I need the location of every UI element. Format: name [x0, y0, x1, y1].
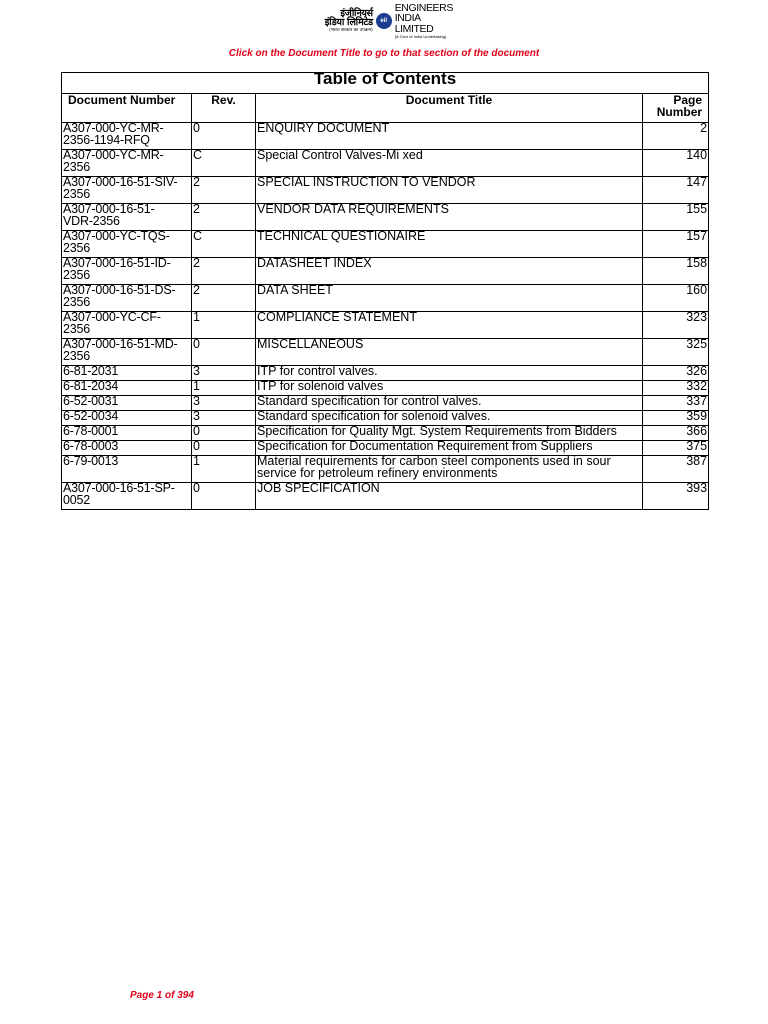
revision-cell: 2 — [192, 204, 256, 231]
document-title-link[interactable] — [256, 150, 643, 177]
logo-hindi-line1: इंजीनियर्स — [340, 7, 373, 19]
document-number-line2: VDR-2356 — [63, 213, 120, 228]
document-number-line2: 2356 — [63, 159, 91, 174]
table-row — [62, 204, 709, 231]
header-page-number — [643, 94, 709, 123]
document-number-line1: A307-000-16-51- — [63, 202, 155, 216]
document-title-line1: Special Control Valves-Mi xed — [257, 148, 423, 162]
document-number-line2: 2356 — [63, 240, 91, 255]
document-number-line1: 6-79-0013 — [63, 454, 119, 468]
page-number-cell: 393 — [643, 483, 709, 510]
logo-line2: INDIA LIMITED — [394, 12, 434, 35]
page-footer: Page 1 of 394 — [130, 990, 194, 1001]
table-row — [62, 456, 709, 483]
toc-title: Table of Contents — [62, 73, 709, 94]
revision-cell: 3 — [192, 366, 256, 381]
document-number-line2: 2356 — [63, 267, 91, 282]
revision-cell: 0 — [192, 483, 256, 510]
engineers-india-logo — [311, 1, 461, 40]
document-title-link[interactable] — [256, 483, 643, 510]
page-number-cell: 326 — [643, 366, 709, 381]
document-title-link[interactable] — [256, 204, 643, 231]
page-number-cell: 157 — [643, 231, 709, 258]
revision-cell: 2 — [192, 258, 256, 285]
document-title-link[interactable] — [256, 123, 643, 150]
header-page-line2: Number — [656, 105, 703, 119]
page-number-cell: 337 — [643, 396, 709, 411]
table-row — [62, 150, 709, 177]
document-number-line1: 6-78-0001 — [63, 424, 119, 438]
document-title-link[interactable] — [256, 285, 643, 312]
header-rev: Rev. — [192, 94, 256, 123]
revision-cell: 1 — [192, 381, 256, 396]
revision-cell: C — [192, 231, 256, 258]
document-title-line1: DATASHEET INDEX — [257, 256, 372, 270]
revision-cell: 3 — [192, 396, 256, 411]
document-title-line1: VENDOR DATA REQUIREMENTS — [257, 202, 449, 216]
revision-cell: 2 — [192, 285, 256, 312]
document-number-line2: 2356 — [63, 294, 91, 309]
table-row — [62, 177, 709, 204]
logo-sub: (A Govt of India Undertaking) — [394, 34, 447, 40]
document-number-line1: A307-000-16-51-MD- — [63, 337, 178, 351]
revision-cell: 0 — [192, 441, 256, 456]
table-row — [62, 483, 709, 510]
document-number-cell — [62, 285, 192, 312]
page-number-cell: 387 — [643, 456, 709, 483]
document-title-link[interactable] — [256, 177, 643, 204]
page-number-cell: 160 — [643, 285, 709, 312]
page-number-cell: 375 — [643, 441, 709, 456]
document-title-line1: ENQUIRY DOCUMENT — [257, 121, 390, 135]
document-number-cell — [62, 312, 192, 339]
document-title-line1: ITP for control valves. — [257, 364, 378, 378]
logo-hindi-line2: इंडिया लिमिटेड — [324, 17, 373, 29]
page-number-cell: 147 — [643, 177, 709, 204]
eil-emblem-icon: eil — [376, 13, 392, 29]
document-number-line1: 6-78-0003 — [63, 439, 119, 453]
toc-header-row — [62, 94, 709, 123]
document-title-line1: ITP for solenoid valves — [257, 379, 384, 393]
page-number-cell: 359 — [643, 411, 709, 426]
document-number-line1: 6-52-0034 — [63, 409, 119, 423]
page-number-cell: 155 — [643, 204, 709, 231]
revision-cell: 0 — [192, 123, 256, 150]
document-number-cell — [62, 150, 192, 177]
document-title-link[interactable] — [256, 312, 643, 339]
document-number-line2: 2356 — [63, 348, 91, 363]
document-title-line1: Specification for Quality Mgt. System Requirements from Bidders — [257, 424, 617, 438]
revision-cell: C — [192, 150, 256, 177]
document-title-link[interactable] — [256, 258, 643, 285]
revision-cell: 2 — [192, 177, 256, 204]
page-number-cell: 158 — [643, 258, 709, 285]
document-number-cell — [62, 456, 192, 483]
document-title-line2: service for petroleum refinery environments — [257, 465, 498, 480]
document-number-line1: A307-000-16-51-SIV- — [63, 175, 178, 189]
header-document-title: Document Title — [256, 94, 643, 123]
document-number-cell — [62, 339, 192, 366]
document-number-cell — [62, 258, 192, 285]
document-number-line1: 6-52-0031 — [63, 394, 119, 408]
document-number-line1: A307-000-16-51-DS- — [63, 283, 176, 297]
document-number-line1: 6-81-2031 — [63, 364, 119, 378]
page-number-cell: 2 — [643, 123, 709, 150]
table-row — [62, 339, 709, 366]
document-title-link[interactable] — [256, 339, 643, 366]
page-number-cell: 366 — [643, 426, 709, 441]
document-number-line1: A307-000-YC-MR- — [63, 148, 164, 162]
table-row — [62, 258, 709, 285]
document-title-line1: JOB SPECIFICATION — [257, 481, 380, 495]
header-page-line1: Page — [673, 93, 703, 107]
document-number-line1: A307-000-16-51-SP- — [63, 481, 175, 495]
document-title-line1: COMPLIANCE STATEMENT — [257, 310, 417, 324]
document-title-link[interactable] — [256, 231, 643, 258]
header-document-number: Document Number — [62, 94, 192, 123]
document-title-line1: SPECIAL INSTRUCTION TO VENDOR — [257, 175, 476, 189]
logo-line1: ENGINEERS — [394, 1, 453, 14]
table-row — [62, 312, 709, 339]
document-number-line2: 0052 — [63, 492, 91, 507]
revision-cell: 0 — [192, 339, 256, 366]
document-number-line2: 2356 — [63, 321, 91, 336]
document-title-line1: MISCELLANEOUS — [257, 337, 364, 351]
table-row — [62, 366, 709, 381]
document-title-line1: DATA SHEET — [257, 283, 333, 297]
toc-title-row — [62, 73, 709, 94]
table-row — [62, 285, 709, 312]
logo-english-text — [395, 3, 461, 40]
document-title-line1: Standard specification for control valves. — [257, 394, 482, 408]
table-row — [62, 231, 709, 258]
revision-cell: 1 — [192, 312, 256, 339]
document-number-line1: A307-000-YC-CF- — [63, 310, 161, 324]
revision-cell: 0 — [192, 426, 256, 441]
logo-hindi-sub: (भारत सरकार का उपक्रम) — [329, 27, 373, 33]
document-number-line1: A307-000-YC-MR- — [63, 121, 164, 135]
document-number-line1: A307-000-YC-TQS- — [63, 229, 170, 243]
document-title-link[interactable] — [256, 456, 643, 483]
document-title-line1: Specification for Documentation Requirement from Suppliers — [257, 439, 593, 453]
document-number-line2: 2356 — [63, 186, 91, 201]
document-number-cell — [62, 231, 192, 258]
page-number-cell: 323 — [643, 312, 709, 339]
page-number-cell: 325 — [643, 339, 709, 366]
document-number-cell — [62, 483, 192, 510]
document-number-cell — [62, 123, 192, 150]
document-title-line1: TECHNICAL QUESTIONAIRE — [257, 229, 426, 243]
document-number-cell — [62, 204, 192, 231]
table-row — [62, 123, 709, 150]
revision-cell: 3 — [192, 411, 256, 426]
page-number-cell: 332 — [643, 381, 709, 396]
document-title-line1: Standard specification for solenoid valves. — [257, 409, 491, 423]
logo-hindi-text — [311, 9, 373, 34]
table-of-contents — [61, 69, 709, 510]
document-number-line1: A307-000-16-51-ID- — [63, 256, 171, 270]
document-number-cell — [62, 177, 192, 204]
instruction-text: Click on the Document Title to go to that section of the document — [228, 48, 540, 59]
revision-cell: 1 — [192, 456, 256, 483]
document-number-line2: 2356-1194-RFQ — [63, 132, 150, 147]
page-number-cell: 140 — [643, 150, 709, 177]
document-number-line1: 6-81-2034 — [63, 379, 119, 393]
document-title-line1: Material requirements for carbon steel components used in sour — [257, 454, 611, 468]
